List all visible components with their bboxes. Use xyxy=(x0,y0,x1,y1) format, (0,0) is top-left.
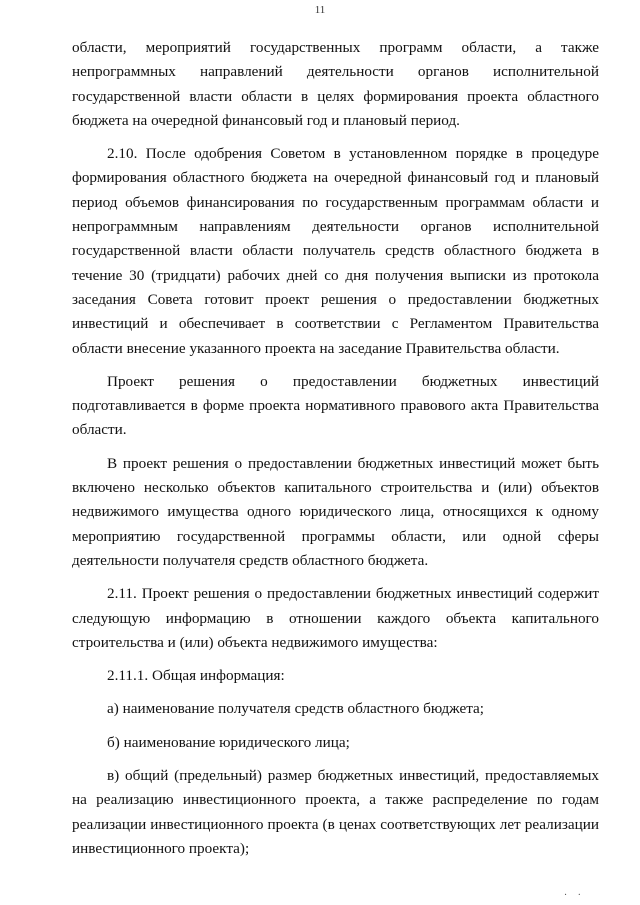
list-item-b: б) наименование юридического лица; xyxy=(107,733,350,751)
document-body xyxy=(72,36,599,861)
paragraph-continuation: области, мероприятий государственных программ области, а также непрограммных направлений деятельности органов исполнительной государственной власти области в целях формирования проекта областного бюджета на очередной финансовый год и плановый период. xyxy=(72,39,599,129)
paragraph-draft-form: Проект решения о предоставлении бюджетных инвестиций подготавливается в форме проекта нормативного правового акта Правительства области. xyxy=(72,372,599,439)
corner-marks: · · xyxy=(563,890,585,901)
paragraph-2-11-1: 2.11.1. Общая информация: xyxy=(107,667,285,685)
paragraph-2-10: 2.10. После одобрения Советом в установленном порядке в процедуре формирования областного бюджета на очередной финансовый год и плановый период объемов финансирования по государственным программам области и непрограммным направлениям деятельности органов исполнительной государственной власти области получатель средств областного бюджета в течение 30 (тридцати) рабочих дней со дня получения выписки из протокола заседания Совета готовит проект решения о предоставлении бюджетных инвестиций и обеспечивает в соответствии с Регламентом Правительства области внесение указанного проекта на заседание Правительства области. xyxy=(72,145,599,357)
paragraph-multiple-objects: В проект решения о предоставлении бюджетных инвестиций может быть включено несколько объектов капитального строительства и (или) объектов недвижимого имущества одного юридического лица, относящихся к одному мероприятию государственной программы области, или одной сферы деятельности получателя средств областного бюджета. xyxy=(72,454,599,569)
list-item-v: в) общий (предельный) размер бюджетных инвестиций, предоставляемых на реализацию инвестиционного проекта, а также распределение по годам реализации инвестиционного проекта (в ценах соответствующих лет реализации инвестиционного проекта); xyxy=(72,767,599,857)
paragraph-2-11: 2.11. Проект решения о предоставлении бюджетных инвестиций содержит следующую информацию в отношении каждого объекта капитального строительства и (или) объекта недвижимого имущества: xyxy=(72,585,599,651)
list-item-a: а) наименование получателя средств областного бюджета; xyxy=(107,700,484,718)
page-number: 11 xyxy=(314,4,326,16)
